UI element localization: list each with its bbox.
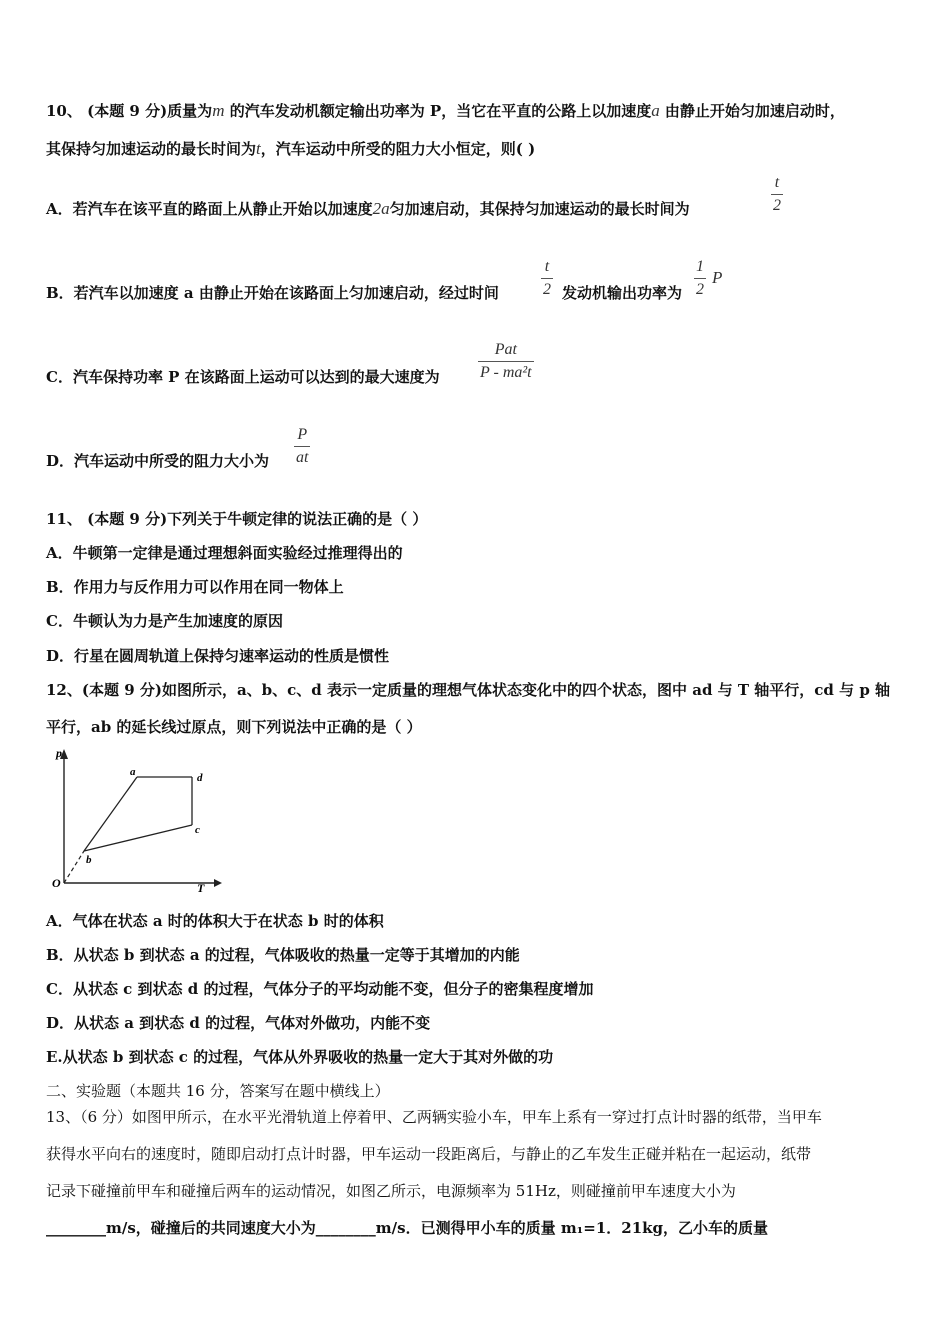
fraction-1-over-2: 1 2 — [696, 258, 704, 298]
fraction-t-over-2: t 2 — [773, 174, 781, 214]
q12-stem-line2: 平行，ab 的延长线过原点，则下列说法中正确的是（ ） — [46, 718, 422, 736]
q12-option-b: B．从状态 b 到状态 a 的过程，气体吸收的热量一定等于其增加的内能 — [46, 946, 520, 964]
q10-option-b-cont: 发动机输出功率为 — [562, 284, 683, 302]
fraction-max-speed: Pat P - ma²t — [480, 341, 532, 381]
q12-option-d: D．从状态 a 到状态 d 的过程，气体对外做功，内能不变 — [46, 1014, 431, 1032]
var-p: P — [712, 268, 723, 287]
label-origin: O — [52, 876, 61, 890]
label-d: d — [197, 772, 203, 784]
q12-option-e: E.从状态 b 到状态 c 的过程，气体从外界吸收的热量一定大于其对外做的功 — [46, 1048, 554, 1066]
q10-option-b: B．若汽车以加速度 a 由静止开始在该路面上匀加速启动，经过时间 — [46, 284, 499, 302]
q13-line2: 获得水平向右的速度时，随即启动打点计时器，甲车运动一段距离后，与静止的乙车发生正碰并粘在一起运动，纸带 — [46, 1145, 812, 1163]
q10-option-a: A．若汽车在该平直的路面上从静止开始以加速度2a匀加速启动，其保持匀加速运动的最长时间为 — [46, 199, 690, 218]
pt-diagram — [44, 745, 224, 895]
label-a: a — [130, 766, 136, 778]
q10-option-d: D．汽车运动中所受的阻力大小为 — [46, 452, 270, 470]
q13-line3: 记录下碰撞前甲车和碰撞后两车的运动情况，如图乙所示，电源频率为 51Hz，则碰撞前甲车速度大小为 — [46, 1182, 736, 1200]
q12-option-c: C．从状态 c 到状态 d 的过程，气体分子的平均动能不变，但分子的密集程度增加 — [46, 980, 594, 998]
label-c: c — [195, 824, 200, 836]
q11-stem: 11、 (本题 9 分)下列关于牛顿定律的说法正确的是（ ） — [46, 510, 428, 528]
ab-extension-dashed — [64, 851, 84, 883]
fraction-t-over-2: t 2 — [543, 258, 551, 298]
q12-stem-line1: 12、(本题 9 分)如图所示，a、b、c、d 表示一定质量的理想气体状态变化中的四个状态，图中 ad 与 T 轴平行，cd 与 p 轴 — [46, 681, 891, 699]
math-2a: 2a — [372, 199, 390, 218]
section-heading: 二、实验题（本题共 16 分，答案写在题中横线上） — [46, 1082, 390, 1100]
fraction-p-over-at: P at — [296, 426, 309, 466]
label-t: T — [197, 881, 205, 895]
var-t: t — [256, 139, 261, 158]
label-b: b — [86, 854, 92, 866]
q11-option-d: D．行星在圆周轨道上保持匀速率运动的性质是惯性 — [46, 647, 390, 665]
q11-option-a: A．牛顿第一定律是通过理想斜面实验经过推理得出的 — [46, 544, 403, 562]
label-p: p — [56, 746, 62, 760]
q10-option-c: C．汽车保持功率 P 在该路面上运动可以达到的最大速度为 — [46, 368, 440, 386]
q13-line1: 13、（6 分）如图甲所示，在水平光滑轨道上停着甲、乙两辆实验小车，甲车上系有一穿过打点计时器的纸带，当甲车 — [46, 1108, 822, 1126]
q11-option-c: C．牛顿认为力是产生加速度的原因 — [46, 612, 283, 630]
q12-option-a: A．气体在状态 a 时的体积大于在状态 b 时的体积 — [46, 912, 384, 930]
q13-line4: ________m/s，碰撞后的共同速度大小为________m/s．已测得甲小车的质量 m₁=1．21kg，乙小车的质量 — [46, 1219, 769, 1237]
var-a: a — [651, 101, 660, 120]
var-m: m — [212, 101, 225, 120]
q11-option-b: B．作用力与反作用力可以作用在同一物体上 — [46, 578, 344, 596]
t-axis-arrow-icon — [214, 879, 222, 887]
q10-stem-line2: 其保持匀加速运动的最长时间为t，汽车运动中所受的阻力大小恒定，则( ) — [46, 139, 536, 158]
q10-stem-line1: 10、 (本题 9 分)质量为m 的汽车发动机额定输出功率为 P，当它在平直的公路上以加速度a 由静止开始匀加速启动时， — [46, 101, 845, 120]
